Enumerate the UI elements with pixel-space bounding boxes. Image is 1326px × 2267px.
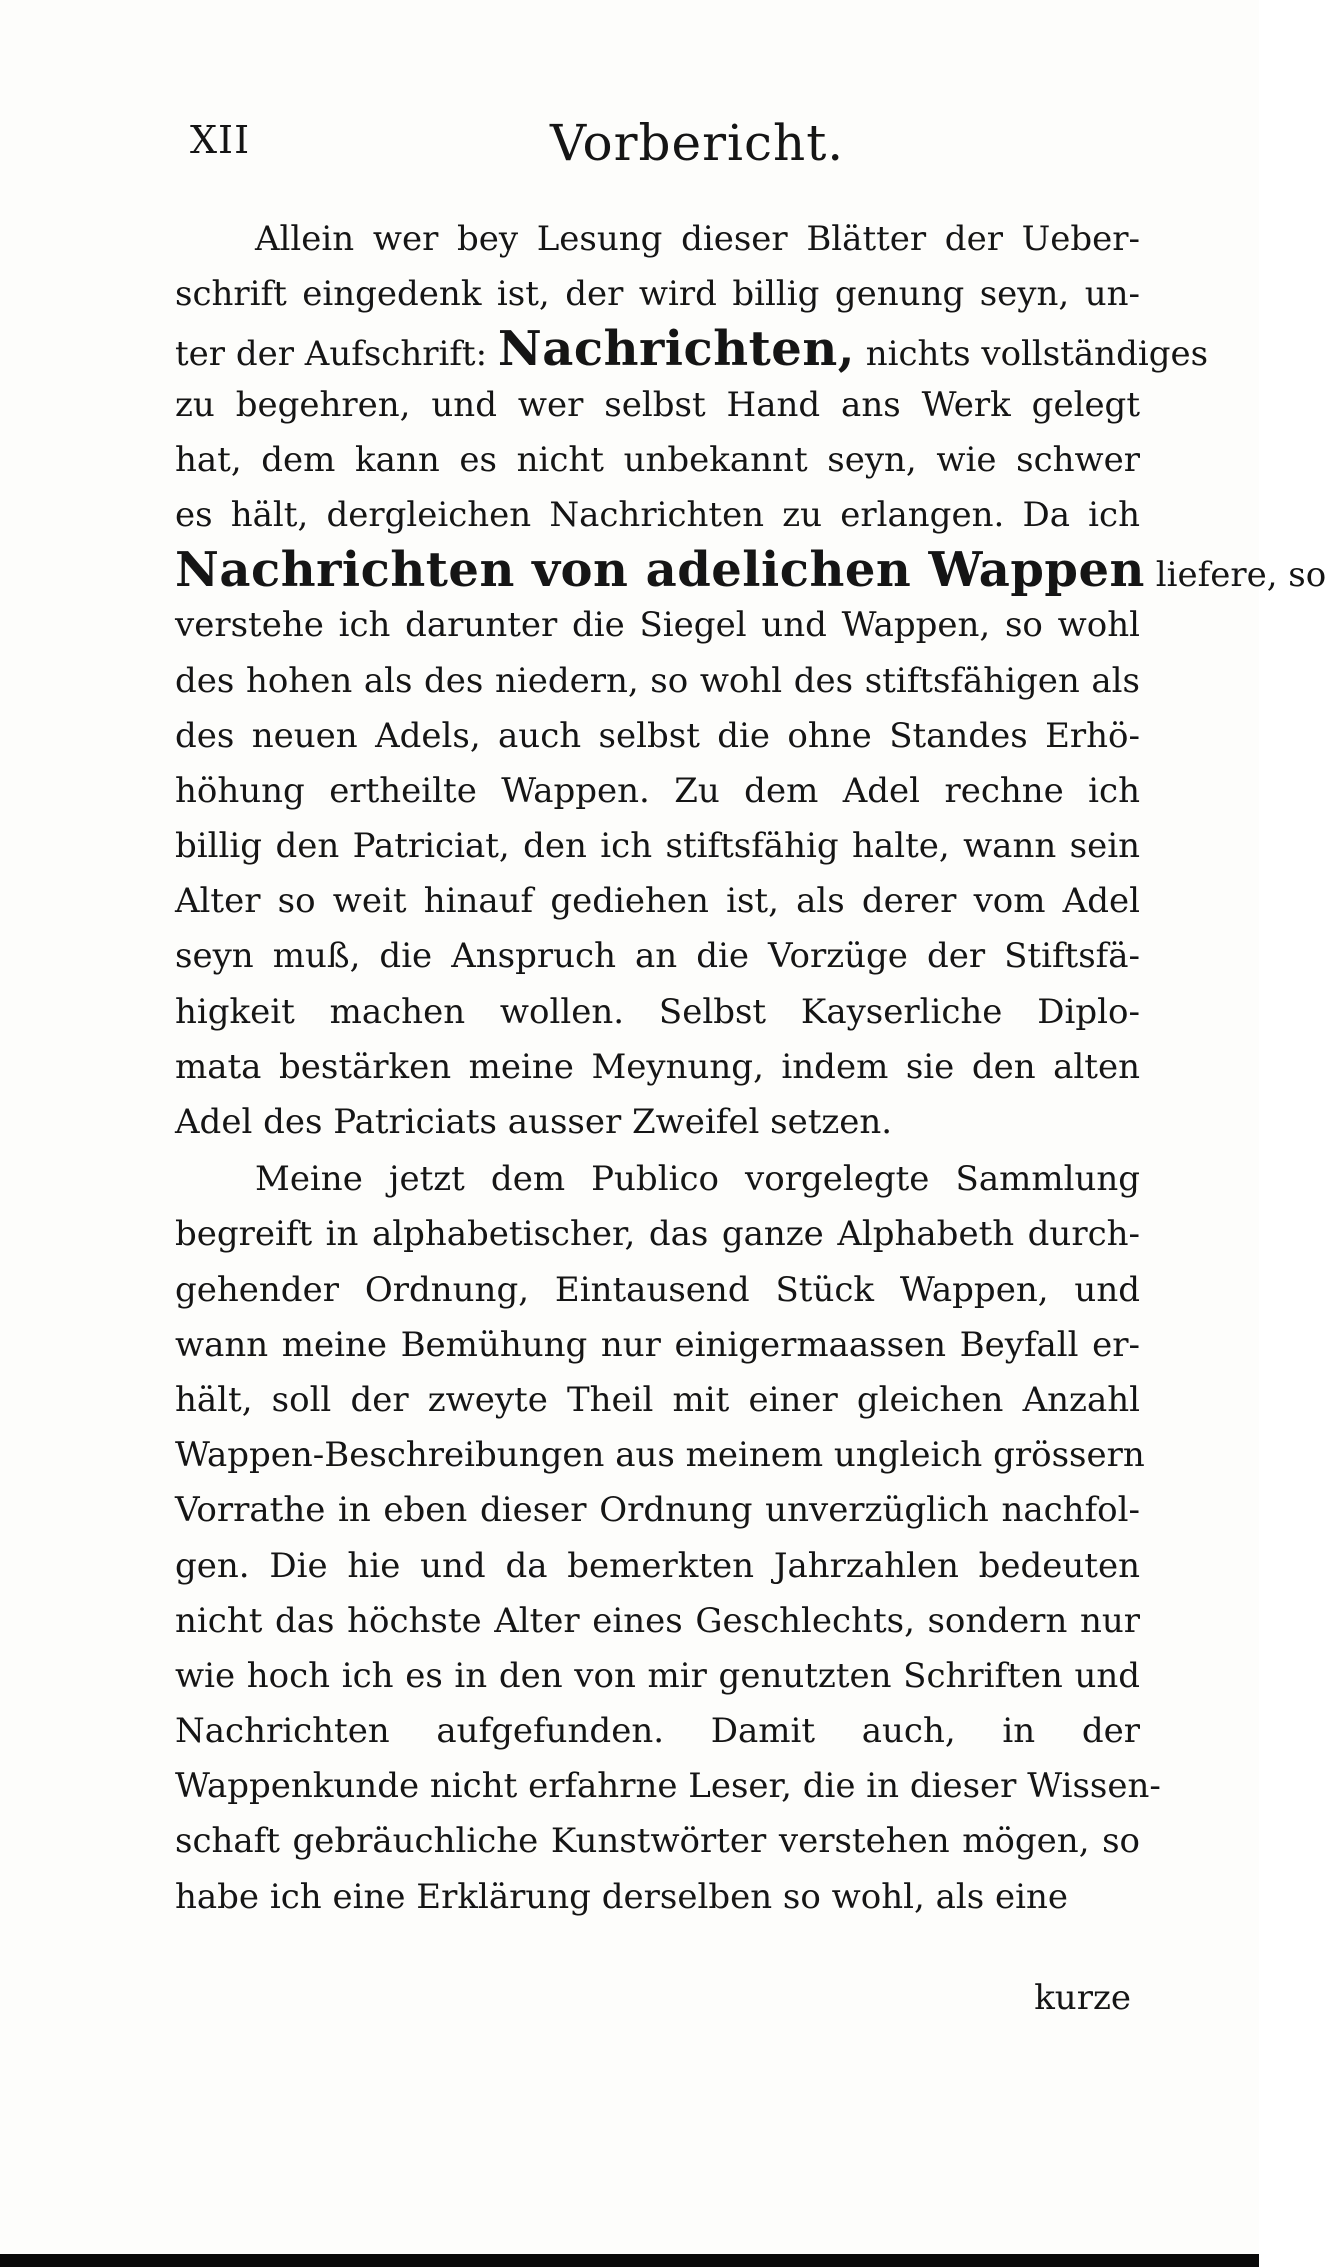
emphasized-heading-text: Nachrichten, [497, 321, 855, 378]
emphasized-heading-text: Nachrichten von adelichen Wappen [175, 542, 1145, 599]
line-text: Allein wer bey Lesung dieser Blätter der Ueber- [255, 219, 1140, 259]
line-text: des hohen als des niedern, so wohl des stiftsfähigen als [175, 660, 1140, 701]
text-line [175, 1704, 1140, 1759]
line-text: verstehe ich darunter die Siegel und Wappen, so wohl [175, 605, 1140, 646]
text-line [175, 1263, 1140, 1318]
paragraph [175, 1152, 1161, 1925]
page-number: XII [190, 118, 251, 162]
line-text: billig den Patriciat, den ich stiftsfähig halte, wann sein [175, 826, 1140, 867]
line-text: Alter so weit hinauf gediehen ist, als derer vom Adel [175, 881, 1140, 922]
text-line [175, 709, 1140, 764]
line-text: hat, dem kann es nicht unbekannt seyn, wie schwer [175, 439, 1140, 480]
line-text: wie hoch ich es in den von mir genutzten Schriften und [175, 1655, 1140, 1696]
text-line [175, 1318, 1140, 1373]
text-line [175, 764, 1140, 819]
line-text: höhung ertheilte Wappen. Zu dem Adel rechne ich [175, 770, 1140, 811]
line-text: ter der Aufschrift: [175, 334, 498, 375]
line-text: Wappen-Beschreibungen aus meinem ungleich grössern [175, 1435, 1145, 1476]
line-text: gen. Die hie und da bemerkten Jahrzahlen bedeuten [175, 1545, 1140, 1586]
line-text: es hält, dergleichen Nachrichten zu erlangen. Da ich [175, 494, 1140, 535]
text-line [175, 1207, 1140, 1262]
text-line [175, 1649, 1140, 1704]
line-text: schaft gebräuchliche Kunstwörter verstehen mögen, so [175, 1821, 1140, 1862]
text-line [175, 1870, 1140, 1925]
line-text: higkeit machen wollen. Selbst Kayserliche Diplo- [175, 991, 1140, 1032]
text-line [175, 488, 1140, 543]
paragraph [175, 212, 1326, 1150]
text-line [175, 542, 1326, 599]
text-line [175, 1152, 1140, 1207]
line-text: Vorrathe in eben dieser Ordnung unverzüglich nachfol- [175, 1490, 1140, 1531]
line-text: liefere, so [1144, 555, 1326, 596]
catchword: kurze [1034, 1978, 1131, 2018]
line-text: seyn muß, die Anspruch an die Vorzüge der Stiftsfä- [175, 936, 1140, 977]
text-line [175, 874, 1140, 929]
body-text [175, 212, 1326, 1925]
text-line [175, 1040, 1140, 1095]
line-text: hält, soll der zweyte Theil mit einer gleichen Anzahl [175, 1379, 1140, 1420]
text-line [175, 598, 1140, 653]
text-line [175, 985, 1140, 1040]
text-line [175, 433, 1140, 488]
text-line [175, 1759, 1161, 1814]
text-line [175, 1814, 1140, 1869]
text-line [175, 1095, 1140, 1150]
text-line [175, 1373, 1140, 1428]
text-line [175, 1594, 1140, 1649]
line-text: des neuen Adels, auch selbst die ohne Standes Erhö- [175, 715, 1140, 756]
text-line [175, 1483, 1140, 1538]
line-text: Adel des Patriciats ausser Zweifel setzen. [175, 1102, 893, 1142]
line-text: zu begehren, und wer selbst Hand ans Werk gelegt [175, 384, 1140, 425]
text-line [175, 267, 1140, 322]
page-bottom-edge [0, 2254, 1259, 2267]
line-text: habe ich eine Erklärung derselben so wohl, als eine [175, 1876, 1069, 1917]
text-line [175, 654, 1140, 709]
line-text: Nachrichten aufgefunden. Damit auch, in der [175, 1711, 1140, 1752]
text-line [175, 321, 1209, 378]
text-line [175, 1539, 1140, 1594]
line-text: mata bestärken meine Meynung, indem sie den alten [175, 1046, 1140, 1087]
line-text: wann meine Bemühung nur einigermaassen Beyfall er- [175, 1324, 1140, 1365]
line-text: Meine jetzt dem Publico vorgelegte Sammlung [255, 1159, 1140, 1200]
text-line [175, 1428, 1145, 1483]
line-text: nichts vollständiges [854, 334, 1209, 375]
line-text: schrift eingedenk ist, der wird billig genung seyn, un- [175, 274, 1140, 315]
page-header [190, 114, 1140, 178]
running-title: Vorbericht. [550, 114, 845, 172]
line-text: nicht das höchste Alter eines Geschlechts, sondern nur [175, 1600, 1140, 1641]
line-text: gehender Ordnung, Eintausend Stück Wappen, und [175, 1269, 1140, 1310]
text-line [175, 378, 1140, 433]
line-text: begreift in alphabetischer, das ganze Alphabeth durch- [175, 1214, 1140, 1255]
line-text: Wappenkunde nicht erfahrne Leser, die in dieser Wissen- [175, 1766, 1161, 1807]
text-line [175, 929, 1140, 984]
text-line [175, 212, 1140, 267]
text-line [175, 819, 1140, 874]
